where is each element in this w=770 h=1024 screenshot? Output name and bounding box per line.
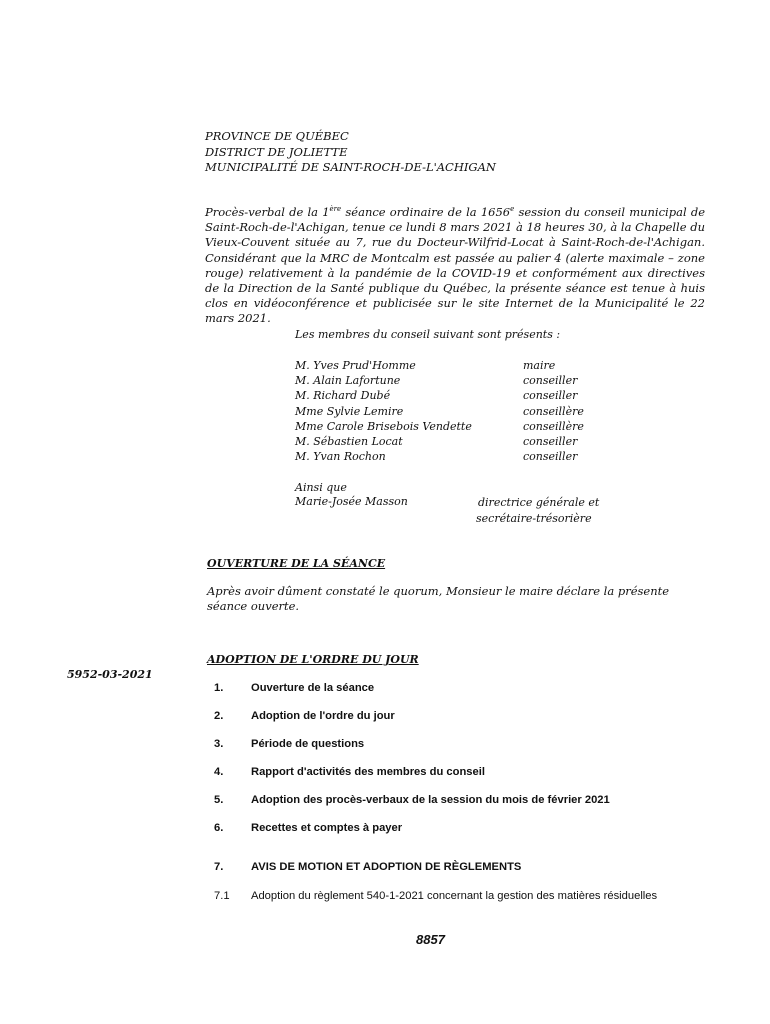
intro-paragraph bbox=[205, 205, 705, 327]
page-number: 8857 bbox=[416, 932, 445, 947]
agenda-item bbox=[214, 682, 714, 710]
agenda-item-7-1-number: 7.1 bbox=[214, 890, 230, 902]
director-role-line1: directrice générale et bbox=[478, 496, 600, 509]
agenda-item-label: Ouverture de la séance bbox=[251, 682, 375, 694]
member-row bbox=[295, 373, 625, 388]
present-label: Les membres du conseil suivant sont présents : bbox=[295, 328, 561, 341]
member-name: M. Sébastien Locat bbox=[295, 434, 403, 448]
agenda-item bbox=[214, 794, 714, 822]
intro-sup-1: ère bbox=[329, 205, 342, 214]
header-municipality: MUNICIPALITÉ DE SAINT-ROCH-DE-L'ACHIGAN bbox=[205, 160, 496, 174]
agenda-item-label: Période de questions bbox=[251, 738, 365, 750]
agenda-item-7-1-label: Adoption du règlement 540-1-2021 concernant la gestion des matières résiduelles bbox=[251, 890, 658, 902]
agenda-item-number: 5. bbox=[214, 794, 224, 806]
member-role: conseillère bbox=[523, 404, 584, 418]
member-row bbox=[295, 434, 625, 449]
agenda-item-label: Adoption des procès-verbaux de la session du mois de février 2021 bbox=[251, 794, 610, 806]
agenda-item-number: 2. bbox=[214, 710, 224, 722]
agenda-item-number: 1. bbox=[214, 682, 224, 694]
intro-sup-2: e bbox=[510, 205, 515, 214]
agenda-item-label: Rapport d'activités des membres du conseil bbox=[251, 766, 485, 778]
document-header bbox=[205, 129, 496, 176]
intro-text-1: Procès-verbal de la 1 bbox=[205, 205, 330, 219]
agenda-item-label: Adoption de l'ordre du jour bbox=[251, 710, 395, 722]
ainsi-que-label: Ainsi que bbox=[295, 481, 347, 494]
agenda-item-label: Recettes et comptes à payer bbox=[251, 822, 403, 834]
member-role: conseiller bbox=[523, 374, 578, 388]
agenda-item-number: 6. bbox=[214, 822, 224, 834]
member-name: Mme Sylvie Lemire bbox=[295, 404, 404, 418]
member-role: maire bbox=[523, 359, 556, 372]
member-name: Mme Carole Brisebois Vendette bbox=[295, 419, 472, 433]
member-name: M. Richard Dubé bbox=[295, 389, 391, 403]
ouverture-text: Après avoir dûment constaté le quorum, Monsieur le maire déclare la présente séance ouverte. bbox=[207, 584, 670, 614]
header-province: PROVINCE DE QUÉBEC bbox=[205, 129, 349, 143]
member-role: conseillère bbox=[523, 419, 584, 433]
section-heading-adoption: ADOPTION DE L'ORDRE DU JOUR bbox=[207, 653, 419, 666]
director-name: Marie-Josée Masson bbox=[295, 495, 408, 508]
member-row bbox=[295, 358, 625, 373]
agenda-item-7-label: AVIS DE MOTION ET ADOPTION DE RÈGLEMENTS bbox=[251, 861, 522, 873]
intro-text-3: session du conseil municipal de Saint-Roch-de-l'Achigan, tenue ce lundi 8 mars 2021 à 18 heures 30, à la Chapelle du Vieux-Couvent située au 7, rue du Docteur-Wilfrid-Locat à Saint-Roch-de-l'Achigan. Considérant que la MRC de Montcalm est passée au palier 4 (alerte maximale – zone rouge) relativement à la pandémie de la COVID-19 et conformément aux directives de la Direction de la Santé publique du Québec, la présente séance est tenue à huis clos en vidéoconférence et publicisée sur le site Internet de la Municipalité le 22 mars 2021. bbox=[205, 205, 705, 326]
agenda-item bbox=[214, 710, 714, 738]
agenda-item bbox=[214, 738, 714, 766]
member-row bbox=[295, 388, 625, 403]
member-name: M. Yves Prud'Homme bbox=[295, 359, 416, 372]
director-role bbox=[476, 495, 599, 526]
header-district: DISTRICT DE JOLIETTE bbox=[205, 144, 348, 159]
resolution-number: 5952-03-2021 bbox=[67, 668, 153, 681]
member-row bbox=[295, 419, 625, 434]
member-role: conseiller bbox=[523, 450, 578, 464]
agenda-item-7-number: 7. bbox=[214, 861, 224, 873]
section-heading-ouverture: OUVERTURE DE LA SÉANCE bbox=[207, 557, 386, 570]
agenda-item bbox=[214, 766, 714, 794]
member-name: M. Yvan Rochon bbox=[295, 450, 386, 464]
agenda-item-number: 4. bbox=[214, 766, 224, 778]
member-row bbox=[295, 404, 625, 419]
director-role-line2: secrétaire-trésorière bbox=[476, 511, 592, 525]
member-role: conseiller bbox=[523, 434, 578, 448]
member-name: M. Alain Lafortune bbox=[295, 374, 401, 388]
agenda-item bbox=[214, 822, 714, 850]
members-list bbox=[295, 358, 625, 464]
member-role: conseiller bbox=[523, 389, 578, 403]
member-row bbox=[295, 449, 625, 464]
intro-text-2: séance ordinaire de la 1656 bbox=[341, 205, 511, 219]
agenda-list bbox=[214, 682, 714, 850]
agenda-item-number: 3. bbox=[214, 738, 224, 750]
